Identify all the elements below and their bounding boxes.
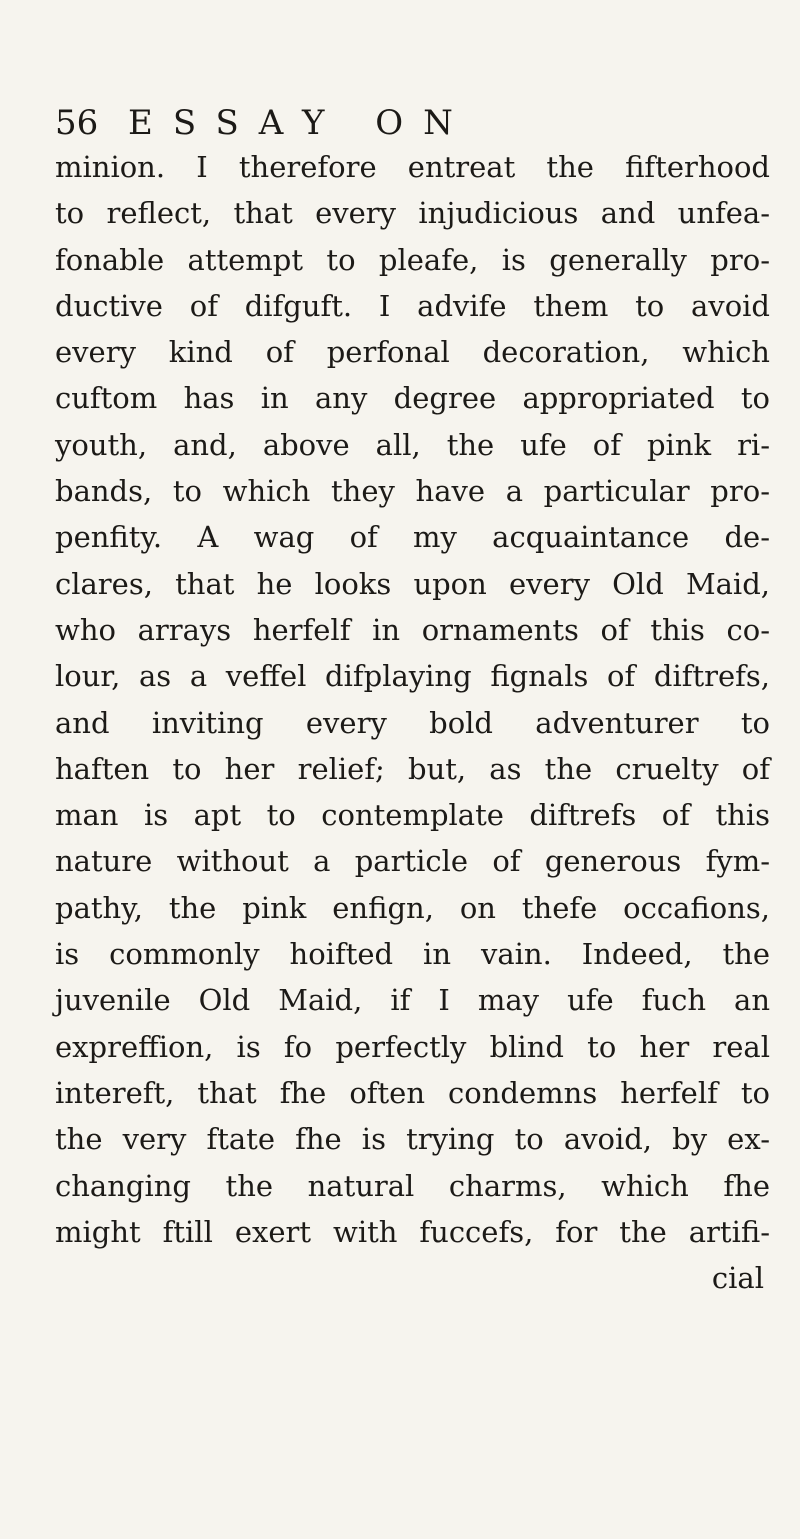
text-line: who arrays herfelf in ornaments of this co- — [55, 612, 770, 647]
body-text — [55, 144, 770, 1301]
text-line: expreffion, is fo perfectly blind to her real — [55, 1029, 770, 1064]
text-line: nature without a particle of generous fym- — [55, 844, 770, 879]
text-line: to reflect, that every injudicious and unfea- — [55, 196, 770, 231]
text-line: might ftill exert with fuccefs, for the artifi- — [55, 1214, 770, 1249]
text-line: haften to her relief; but, as the cruelty of — [55, 751, 770, 786]
text-line: man is apt to contemplate diftrefs of this — [55, 798, 770, 833]
text-line: penfity. A wag of my acquaintance de- — [55, 520, 770, 555]
text-line: pathy, the pink enfign, on thefe occafions, — [55, 890, 770, 925]
text-line: is commonly hoifted in vain. Indeed, the — [55, 937, 770, 972]
text-line: clares, that he looks upon every Old Maid, — [55, 566, 770, 601]
text-line: minion. I therefore entreat the fifterhood — [55, 150, 770, 184]
text-line: changing the natural charms, which fhe — [55, 1168, 770, 1203]
text-line: fonable attempt to pleafe, is generally pro- — [55, 242, 770, 277]
text-line: the very ftate fhe is trying to avoid, by ex- — [55, 1122, 770, 1157]
page-header — [55, 98, 755, 148]
running-head: ESSAY ON — [128, 103, 473, 143]
catchword: cial — [711, 1261, 764, 1296]
text-line: cuftom has in any degree appropriated to — [55, 381, 770, 416]
text-line: intereft, that fhe often condemns herfelf to — [55, 1075, 770, 1110]
text-line: and inviting every bold adventurer to — [55, 705, 770, 740]
text-line: every kind of perfonal decoration, which — [55, 335, 770, 370]
page-number: 56 — [55, 103, 99, 143]
text-line: juvenile Old Maid, if I may ufe fuch an — [55, 983, 770, 1018]
text-line: ductive of difguft. I advife them to avoid — [55, 288, 770, 323]
text-line: lour, as a veffel difplaying fignals of diftrefs, — [55, 659, 770, 694]
text-line: bands, to which they have a particular pro- — [55, 474, 770, 509]
text-line: youth, and, above all, the ufe of pink ri- — [55, 427, 770, 462]
